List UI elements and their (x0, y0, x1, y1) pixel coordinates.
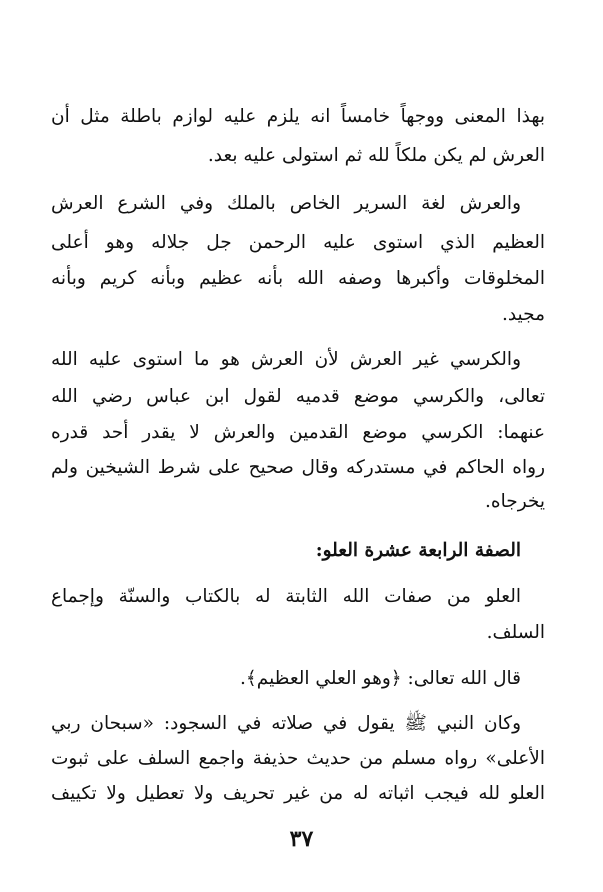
text-line-5: المخلوقات وأكبرها وصفه الله بأنه عظيم وبأنه كريم وبأنه (51, 268, 545, 289)
quran-verse-line: قال الله تعالى: ﴿وهو العلي العظيم﴾. (240, 668, 521, 689)
section-heading: الصفة الرابعة عشرة العلو: (315, 540, 521, 561)
text-line-1: بهذا المعنى ووجهاً خامساً انه يلزم عليه لوازم باطلة مثل أن (51, 106, 545, 127)
text-line-9: عنهما: الكرسي موضع القدمين والعرش لا يقدر أحد قدره (51, 422, 545, 443)
text-line-13: العلو من صفات الله الثابتة له بالكتاب والسنّة وإجماع (51, 586, 521, 607)
text-line-7: والكرسي غير العرش لأن العرش هو ما استوى عليه الله (51, 349, 521, 370)
text-line-17: الأعلى» رواه مسلم من حديث حذيفة واجمع السلف على ثبوت (51, 748, 545, 769)
text-line-11: يخرجاه. (485, 491, 545, 512)
text-line-18: العلو لله فيجب اثباته له من غير تحريف ولا تعطيل ولا تكييف (51, 783, 545, 804)
text-line-16: وكان النبي ﷺ يقول في صلاته في السجود: «سبحان ربي (51, 713, 521, 734)
text-line-8: تعالى، والكرسي موضع قدميه لقول ابن عباس رضي الله (51, 386, 545, 407)
text-line-14: السلف. (486, 622, 545, 643)
text-line-3: والعرش لغة السرير الخاص بالملك وفي الشرع العرش (51, 193, 521, 214)
text-line-2: العرش لم يكن ملكاً لله ثم استولى عليه بعد. (207, 145, 545, 166)
text-line-6: مجيد. (501, 304, 545, 325)
page-number: ٣٧ (289, 826, 314, 852)
text-line-10: رواه الحاكم في مستدركه وقال صحيح على شرط الشيخين ولم (51, 457, 545, 478)
text-line-4: العظيم الذي استوى عليه الرحمن جل جلاله وهو أعلى (51, 232, 545, 253)
